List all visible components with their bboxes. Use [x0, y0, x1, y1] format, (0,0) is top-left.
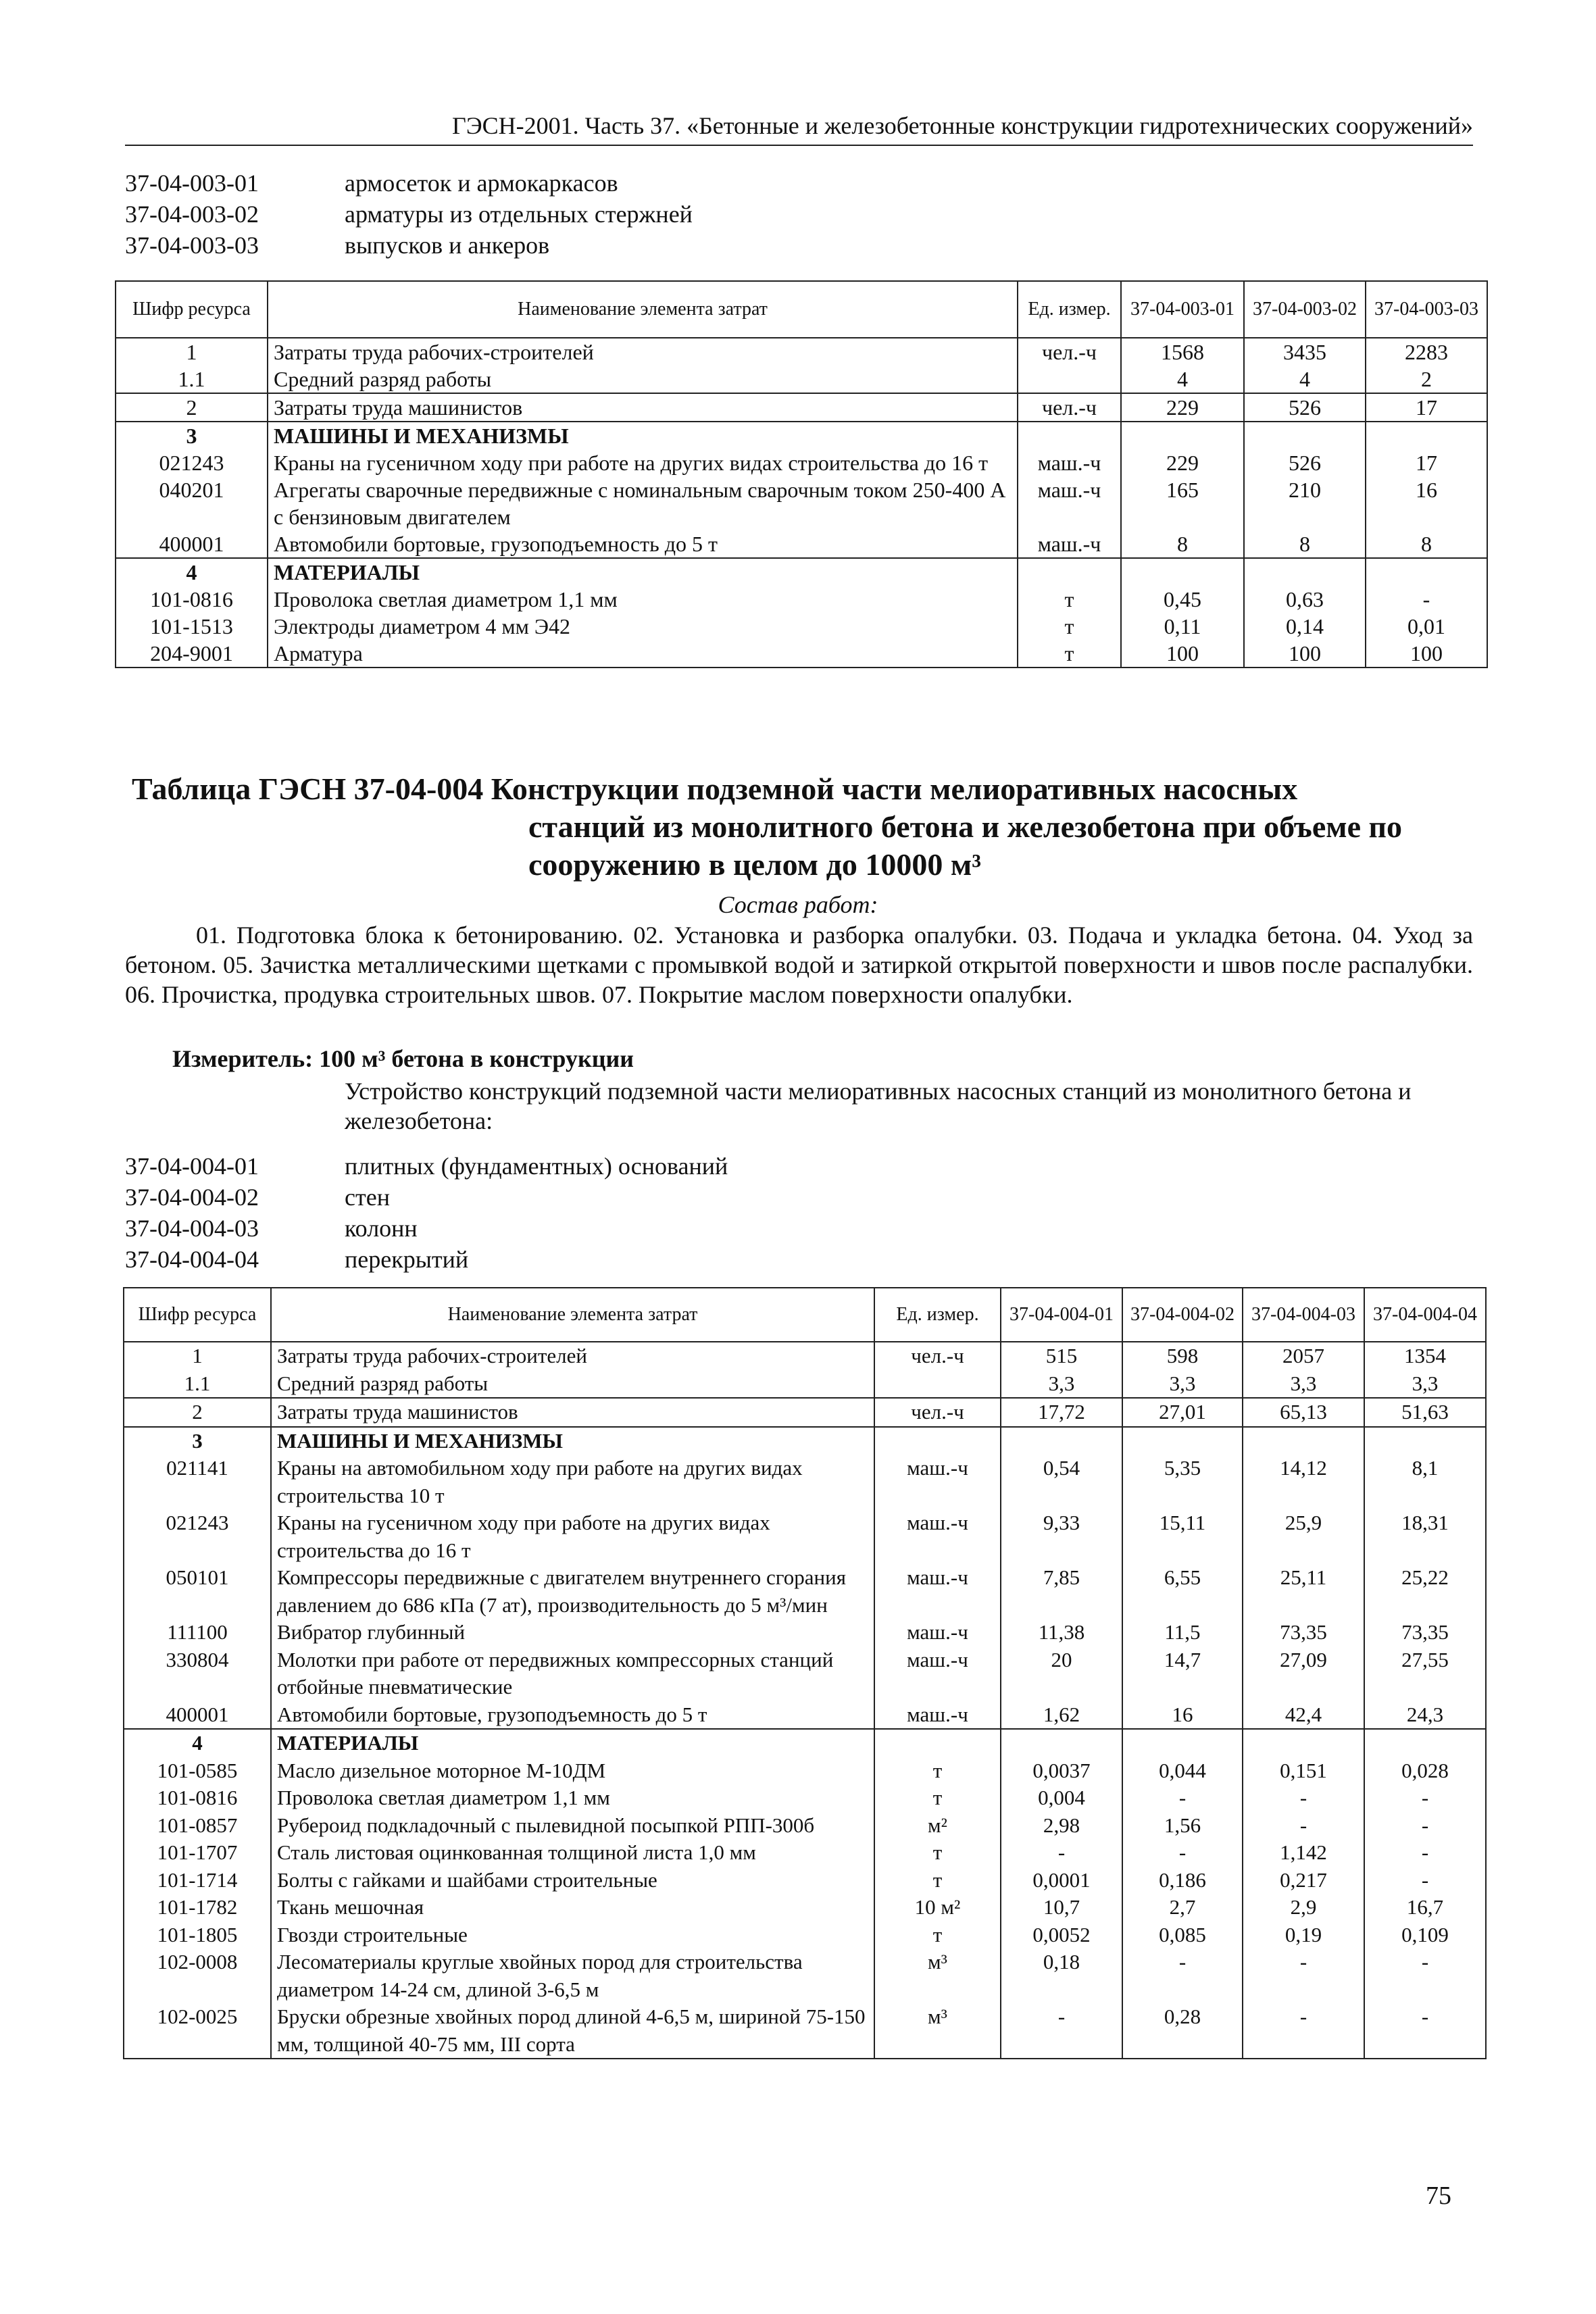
code-row: 37-04-004-03 колонн — [125, 1215, 418, 1242]
table-row — [124, 1646, 1486, 1701]
unit-cell: 10 м² — [874, 1894, 1001, 1921]
header-col: 37-04-004-02 — [1122, 1288, 1243, 1342]
value-cell: - — [1364, 1867, 1486, 1894]
value-cell: 73,35 — [1243, 1619, 1364, 1646]
work-composition-text: 01. Подготовка блока к бетонированию. 02. Установка и разборка опалубки. 03. Подача и укладка бетона. 04. Уход за бетоном. 05. Зачистка металлическими щетками с промывкой водой и затиркой открытой поверхности и швов после распалубки. 06. Прочистка, продувка строительных швов. 07. Покрытие маслом поверхности опалубки. — [125, 922, 1473, 1008]
value-cell: 11,5 — [1122, 1619, 1243, 1646]
value-cell: 515 — [1001, 1342, 1122, 1370]
unit-cell: м² — [874, 1812, 1001, 1840]
code-row: 37-04-003-01 армосеток и армокаркасов — [125, 170, 618, 197]
work-composition-label: Состав работ: — [718, 891, 878, 918]
resource-code: 1 — [116, 338, 268, 366]
resource-code: 050101 — [124, 1564, 271, 1619]
cost-element-name: Вибратор глубинный — [271, 1619, 874, 1646]
value-cell: 18,31 — [1364, 1509, 1486, 1564]
unit-cell: м³ — [874, 2003, 1001, 2059]
table-row — [124, 1757, 1486, 1785]
value-cell: 27,01 — [1122, 1398, 1243, 1427]
resource-code: 111100 — [124, 1619, 271, 1646]
unit-cell: т — [1018, 586, 1121, 613]
table-row — [124, 1701, 1486, 1730]
unit-cell: т — [874, 1839, 1001, 1867]
value-cell: - — [1364, 1812, 1486, 1840]
resource-code — [124, 1427, 271, 1455]
table-title — [132, 770, 1476, 884]
title-line: сооружению в целом до 10000 м³ — [528, 847, 982, 882]
resource-code: 1 — [124, 1342, 271, 1370]
value-cell: 17,72 — [1001, 1398, 1122, 1427]
table-row — [116, 640, 1487, 668]
table-row — [124, 1921, 1486, 1949]
code-list-003 — [125, 168, 693, 261]
header-code: Шифр ресурса — [124, 1288, 271, 1342]
unit-cell: маш.-ч — [874, 1646, 1001, 1701]
resource-code: 204-9001 — [116, 640, 268, 668]
value-cell: 2,98 — [1001, 1812, 1122, 1840]
value-cell: 165 — [1121, 476, 1244, 530]
code-row: 37-04-004-04 перекрытий — [125, 1246, 469, 1273]
value-cell: 2,9 — [1243, 1894, 1364, 1921]
resource-code: 101-0585 — [124, 1757, 271, 1785]
value-cell: 9,33 — [1001, 1509, 1122, 1564]
value-cell — [1122, 1427, 1243, 1455]
value-cell: 0,044 — [1122, 1757, 1243, 1785]
measure-unit: Измеритель: 100 м³ бетона в конструкции — [172, 1045, 634, 1072]
value-cell: 2 — [1366, 366, 1487, 393]
unit-cell: т — [1018, 613, 1121, 640]
value-cell: 100 — [1366, 640, 1487, 668]
value-cell — [1366, 422, 1487, 449]
value-cell: - — [1364, 1784, 1486, 1812]
value-cell: 100 — [1121, 640, 1244, 668]
resource-code: 400001 — [124, 1701, 271, 1730]
value-cell: 25,22 — [1364, 1564, 1486, 1619]
cost-element-name: Гвозди строительные — [271, 1921, 874, 1949]
table-row — [124, 1839, 1486, 1867]
value-cell: 0,186 — [1122, 1867, 1243, 1894]
unit-cell: маш.-ч — [1018, 530, 1121, 558]
table-row — [116, 613, 1487, 640]
value-cell: 0,085 — [1122, 1921, 1243, 1949]
value-cell: - — [1366, 586, 1487, 613]
value-cell: 0,217 — [1243, 1867, 1364, 1894]
header-unit: Ед. измер. — [1018, 281, 1121, 338]
value-cell: - — [1243, 1784, 1364, 1812]
table-row — [124, 1812, 1486, 1840]
value-cell: 0,18 — [1001, 1948, 1122, 2003]
value-cell: 2283 — [1366, 338, 1487, 366]
resource-code: 040201 — [116, 476, 268, 530]
value-cell: 7,85 — [1001, 1564, 1122, 1619]
cost-element-name: Бруски обрезные хвойных пород длиной 4-6,5 м, шириной 75-150 мм, толщиной 40-75 мм, III сорта — [271, 2003, 874, 2059]
value-cell: 3,3 — [1001, 1370, 1122, 1399]
value-cell: 3435 — [1244, 338, 1366, 366]
value-cell: 0,004 — [1001, 1784, 1122, 1812]
value-cell — [1364, 1427, 1486, 1455]
value-cell — [1244, 422, 1366, 449]
resource-code-text: 4 — [192, 1731, 203, 1755]
unit-cell: т — [874, 1784, 1001, 1812]
value-cell: 8 — [1244, 530, 1366, 558]
cost-element-name: Ткань мешочная — [271, 1894, 874, 1921]
unit-cell — [874, 1427, 1001, 1455]
cost-element-name — [271, 1729, 874, 1757]
unit-cell: маш.-ч — [1018, 476, 1121, 530]
value-cell: 210 — [1244, 476, 1366, 530]
value-cell: - — [1243, 1948, 1364, 2003]
value-cell: 4 — [1121, 366, 1244, 393]
cost-element-name: Проволока светлая диаметром 1,1 мм — [271, 1784, 874, 1812]
page-header: ГЭСН-2001. Часть 37. «Бетонные и железобетонные конструкции гидротехнических сооружений» — [125, 108, 1473, 146]
resource-code: 101-0816 — [124, 1784, 271, 1812]
table-row — [116, 530, 1487, 558]
table-row — [116, 586, 1487, 613]
unit-cell: чел.-ч — [1018, 338, 1121, 366]
value-cell: - — [1001, 1839, 1122, 1867]
value-cell: 51,63 — [1364, 1398, 1486, 1427]
cost-element-name: Электроды диаметром 4 мм Э42 — [268, 613, 1018, 640]
resource-code: 021243 — [116, 449, 268, 476]
resource-code: 101-1707 — [124, 1839, 271, 1867]
value-cell: - — [1001, 2003, 1122, 2059]
table-row — [116, 476, 1487, 530]
code-row: 37-04-003-03 выпусков и анкеров — [125, 232, 550, 259]
resource-code — [116, 558, 268, 586]
cost-element-name: Краны на автомобильном ходу при работе на других видах строительства 10 т — [271, 1455, 874, 1509]
cost-element-name: Лесоматериалы круглые хвойных пород для строительства диаметром 14-24 см, длиной 3-6,5 м — [271, 1948, 874, 2003]
table-row — [124, 1729, 1486, 1757]
unit-cell: чел.-ч — [1018, 393, 1121, 422]
value-cell: 1354 — [1364, 1342, 1486, 1370]
code-list-004 — [125, 1151, 728, 1275]
resource-code-text: 3 — [192, 1428, 203, 1453]
table-row — [124, 1455, 1486, 1509]
cost-element-name: Агрегаты сварочные передвижные с номинальным сварочным током 250-400 А с бензиновым двигателем — [268, 476, 1018, 530]
unit-cell: т — [874, 1921, 1001, 1949]
value-cell: - — [1243, 2003, 1364, 2059]
unit-cell: чел.-ч — [874, 1342, 1001, 1370]
unit-cell: т — [874, 1757, 1001, 1785]
cost-element-name: Средний разряд работы — [268, 366, 1018, 393]
header-col: 37-04-004-04 — [1364, 1288, 1486, 1342]
value-cell: 3,3 — [1243, 1370, 1364, 1399]
resource-code: 021141 — [124, 1455, 271, 1509]
value-cell: 17 — [1366, 449, 1487, 476]
cost-element-name — [271, 1427, 874, 1455]
header-unit: Ед. измер. — [874, 1288, 1001, 1342]
value-cell — [1243, 1729, 1364, 1757]
cost-element-name: Краны на гусеничном ходу при работе на других видах строительства до 16 т — [268, 449, 1018, 476]
value-cell: 0,54 — [1001, 1455, 1122, 1509]
table-row — [116, 558, 1487, 586]
value-cell: 42,4 — [1243, 1701, 1364, 1730]
unit-cell: маш.-ч — [874, 1619, 1001, 1646]
table-row — [124, 1370, 1486, 1399]
value-cell: 0,45 — [1121, 586, 1244, 613]
value-cell: 14,12 — [1243, 1455, 1364, 1509]
resource-code: 1.1 — [116, 366, 268, 393]
value-cell: 0,11 — [1121, 613, 1244, 640]
value-cell: 526 — [1244, 393, 1366, 422]
value-cell: 27,09 — [1243, 1646, 1364, 1701]
value-cell: 16 — [1366, 476, 1487, 530]
value-cell: 0,028 — [1364, 1757, 1486, 1785]
header-name: Наименование элемента затрат — [271, 1288, 874, 1342]
value-cell: 1,142 — [1243, 1839, 1364, 1867]
unit-cell: т — [1018, 640, 1121, 668]
value-cell: 20 — [1001, 1646, 1122, 1701]
cost-element-name — [268, 422, 1018, 449]
table-row — [116, 449, 1487, 476]
cost-element-name-text: МАТЕРИАЛЫ — [277, 1731, 419, 1755]
value-cell: - — [1122, 1948, 1243, 2003]
cost-element-name: Проволока светлая диаметром 1,1 мм — [268, 586, 1018, 613]
resource-code: 1.1 — [124, 1370, 271, 1399]
resource-code: 101-0816 — [116, 586, 268, 613]
header-code: Шифр ресурса — [116, 281, 268, 338]
unit-cell: м³ — [874, 1948, 1001, 2003]
cost-element-name: Автомобили бортовые, грузоподъемность до 5 т — [268, 530, 1018, 558]
value-cell: 0,0037 — [1001, 1757, 1122, 1785]
resource-code — [124, 1729, 271, 1757]
resource-code: 101-1805 — [124, 1921, 271, 1949]
table-row — [124, 1867, 1486, 1894]
unit-cell: т — [874, 1867, 1001, 1894]
value-cell: 0,109 — [1364, 1921, 1486, 1949]
resource-code: 101-1782 — [124, 1894, 271, 1921]
table-row — [124, 2003, 1486, 2059]
unit-cell — [874, 1370, 1001, 1399]
table-row — [124, 1619, 1486, 1646]
value-cell: 0,28 — [1122, 2003, 1243, 2059]
cost-element-name-text: МАШИНЫ И МЕХАНИЗМЫ — [277, 1428, 563, 1453]
value-cell: 2,7 — [1122, 1894, 1243, 1921]
value-cell: 17 — [1366, 393, 1487, 422]
cost-element-name: Рубероид подкладочный с пылевидной посыпкой РПП-300б — [271, 1812, 874, 1840]
value-cell: 526 — [1244, 449, 1366, 476]
value-cell: 8 — [1121, 530, 1244, 558]
unit-cell — [1018, 558, 1121, 586]
construction-description: Устройство конструкций подземной части мелиоративных насосных станций из монолитного бетона и железобетона: — [345, 1078, 1412, 1134]
cost-element-name: Арматура — [268, 640, 1018, 668]
value-cell: 11,38 — [1001, 1619, 1122, 1646]
value-cell: 1,62 — [1001, 1701, 1122, 1730]
resource-code-text: 4 — [186, 560, 197, 584]
value-cell: 0,0001 — [1001, 1867, 1122, 1894]
value-cell — [1121, 422, 1244, 449]
resource-code: 101-0857 — [124, 1812, 271, 1840]
resource-table-004 — [123, 1287, 1487, 2059]
value-cell: 2057 — [1243, 1342, 1364, 1370]
value-cell — [1366, 558, 1487, 586]
value-cell: - — [1122, 1784, 1243, 1812]
cost-element-name: Затраты труда рабочих-строителей — [271, 1342, 874, 1370]
table-row — [124, 1784, 1486, 1812]
value-cell — [1121, 558, 1244, 586]
code-row: 37-04-004-01 плитных (фундаментных) оснований — [125, 1153, 728, 1180]
value-cell: 25,9 — [1243, 1509, 1364, 1564]
code-row: 37-04-004-02 стен — [125, 1184, 390, 1211]
value-cell: 4 — [1244, 366, 1366, 393]
cost-element-name: Средний разряд работы — [271, 1370, 874, 1399]
value-cell: 8 — [1366, 530, 1487, 558]
table-row — [116, 338, 1487, 366]
page-number: 75 — [1426, 2182, 1451, 2210]
resource-table-003 — [115, 280, 1488, 668]
value-cell — [1122, 1729, 1243, 1757]
resource-code: 2 — [124, 1398, 271, 1427]
table-row — [116, 393, 1487, 422]
unit-cell — [1018, 422, 1121, 449]
table-row — [124, 1398, 1486, 1427]
value-cell: 1,56 — [1122, 1812, 1243, 1840]
cost-element-name: Затраты труда рабочих-строителей — [268, 338, 1018, 366]
table-row — [124, 1894, 1486, 1921]
value-cell — [1243, 1427, 1364, 1455]
header-name: Наименование элемента затрат — [268, 281, 1018, 338]
value-cell: - — [1364, 1839, 1486, 1867]
table-row — [124, 1564, 1486, 1619]
cost-element-name — [268, 558, 1018, 586]
table-row — [116, 422, 1487, 449]
unit-cell: маш.-ч — [874, 1701, 1001, 1730]
header-col: 37-04-003-01 — [1121, 281, 1244, 338]
unit-cell: маш.-ч — [1018, 449, 1121, 476]
unit-cell: чел.-ч — [874, 1398, 1001, 1427]
value-cell: 0,01 — [1366, 613, 1487, 640]
unit-cell: маш.-ч — [874, 1564, 1001, 1619]
cost-element-name: Молотки при работе от передвижных компрессорных станций отбойные пневматические — [271, 1646, 874, 1701]
title-line: станций из монолитного бетона и железобетона при объеме по — [528, 809, 1403, 844]
resource-code: 101-1714 — [124, 1867, 271, 1894]
value-cell: 3,3 — [1122, 1370, 1243, 1399]
value-cell: 16,7 — [1364, 1894, 1486, 1921]
resource-code: 330804 — [124, 1646, 271, 1701]
value-cell — [1364, 1729, 1486, 1757]
unit-cell — [1018, 366, 1121, 393]
value-cell: 0,0052 — [1001, 1921, 1122, 1949]
value-cell: 15,11 — [1122, 1509, 1243, 1564]
value-cell — [1244, 558, 1366, 586]
value-cell: 229 — [1121, 449, 1244, 476]
resource-code: 400001 — [116, 530, 268, 558]
value-cell: 14,7 — [1122, 1646, 1243, 1701]
table-row — [124, 1948, 1486, 2003]
value-cell: - — [1364, 2003, 1486, 2059]
value-cell: 5,35 — [1122, 1455, 1243, 1509]
value-cell: 10,7 — [1001, 1894, 1122, 1921]
table-row — [124, 1427, 1486, 1455]
value-cell: - — [1243, 1812, 1364, 1840]
cost-element-name-text: МАТЕРИАЛЫ — [274, 560, 420, 584]
cost-element-name: Компрессоры передвижные с двигателем внутреннего сгорания давлением до 686 кПа (7 ат), производительность до 5 м³/мин — [271, 1564, 874, 1619]
header-col: 37-04-004-01 — [1001, 1288, 1122, 1342]
cost-element-name: Сталь листовая оцинкованная толщиной листа 1,0 мм — [271, 1839, 874, 1867]
header-col: 37-04-003-02 — [1244, 281, 1366, 338]
header-col: 37-04-004-03 — [1243, 1288, 1364, 1342]
table-row — [124, 1342, 1486, 1370]
resource-code-text: 3 — [186, 424, 197, 448]
resource-code: 101-1513 — [116, 613, 268, 640]
table-row — [124, 1509, 1486, 1564]
table-header-row — [116, 281, 1487, 338]
value-cell: 598 — [1122, 1342, 1243, 1370]
resource-code — [116, 422, 268, 449]
value-cell: - — [1364, 1948, 1486, 2003]
value-cell: 0,14 — [1244, 613, 1366, 640]
value-cell: 3,3 — [1364, 1370, 1486, 1399]
value-cell: 25,11 — [1243, 1564, 1364, 1619]
cost-element-name: Краны на гусеничном ходу при работе на других видах строительства до 16 т — [271, 1509, 874, 1564]
value-cell: 8,1 — [1364, 1455, 1486, 1509]
value-cell: 65,13 — [1243, 1398, 1364, 1427]
value-cell: 100 — [1244, 640, 1366, 668]
cost-element-name: Масло дизельное моторное М-10ДМ — [271, 1757, 874, 1785]
resource-code: 102-0025 — [124, 2003, 271, 2059]
title-line: Таблица ГЭСН 37-04-004 Конструкции подземной части мелиоративных насосных — [132, 772, 1298, 806]
table-header-row — [124, 1288, 1486, 1342]
value-cell: 6,55 — [1122, 1564, 1243, 1619]
unit-cell — [874, 1729, 1001, 1757]
resource-code: 021243 — [124, 1509, 271, 1564]
value-cell: 27,55 — [1364, 1646, 1486, 1701]
value-cell — [1001, 1427, 1122, 1455]
cost-element-name: Затраты труда машинистов — [268, 393, 1018, 422]
unit-cell: маш.-ч — [874, 1509, 1001, 1564]
value-cell: 1568 — [1121, 338, 1244, 366]
value-cell: - — [1122, 1839, 1243, 1867]
unit-cell: маш.-ч — [874, 1455, 1001, 1509]
value-cell: 16 — [1122, 1701, 1243, 1730]
value-cell: 24,3 — [1364, 1701, 1486, 1730]
value-cell: 73,35 — [1364, 1619, 1486, 1646]
resource-code: 102-0008 — [124, 1948, 271, 2003]
code-row: 37-04-003-02 арматуры из отдельных стержней — [125, 201, 693, 228]
resource-code: 2 — [116, 393, 268, 422]
cost-element-name: Затраты труда машинистов — [271, 1398, 874, 1427]
header-col: 37-04-003-03 — [1366, 281, 1487, 338]
cost-element-name-text: МАШИНЫ И МЕХАНИЗМЫ — [274, 424, 569, 448]
cost-element-name: Автомобили бортовые, грузоподъемность до 5 т — [271, 1701, 874, 1730]
value-cell: 0,63 — [1244, 586, 1366, 613]
value-cell: 0,151 — [1243, 1757, 1364, 1785]
cost-element-name: Болты с гайками и шайбами строительные — [271, 1867, 874, 1894]
value-cell: 0,19 — [1243, 1921, 1364, 1949]
value-cell: 229 — [1121, 393, 1244, 422]
table-row — [116, 366, 1487, 393]
value-cell — [1001, 1729, 1122, 1757]
